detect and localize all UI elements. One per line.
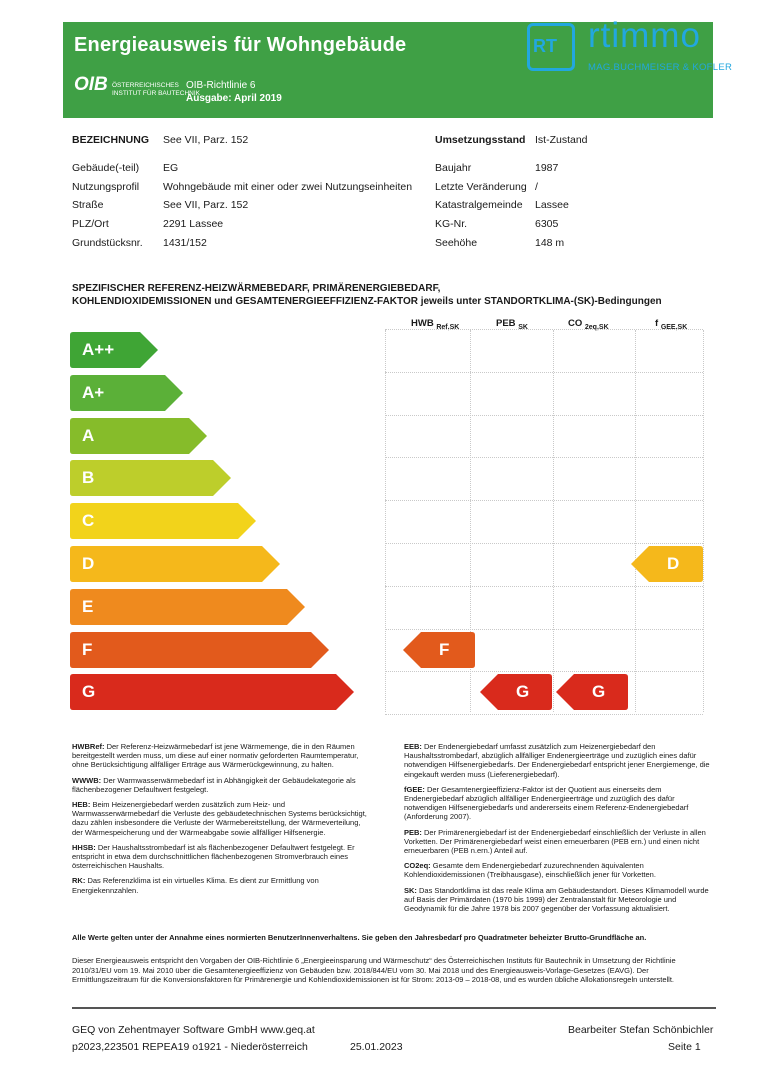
energy-class-arrow-d [70,546,280,582]
info-label: Seehöhe [435,237,478,249]
grid-column-line [635,330,637,712]
info-label: Baujahr [435,162,472,174]
legend-text: Beim Heizenergiebedarf werden zusätzlich zum Heiz- und Warmwasserwärmebedarf die Verluste des gebäudetechnischen Systems berücksichtigt, dazu zählen insbesondere die Verluste der Wärmebereitstellung, der Wärmeverteilung, der Wärmespeicherung und der Wärmeabgabe sowie allfälliger Hilfsenergie. [72,800,367,837]
legend-text: Der Primärenergiebedarf ist der Endenergiebedarf einschließlich der Verluste in allen Vorketten. Der Primärenergiebedarf weist einen erneuerbaren (PEB ern.) und einen nicht erneuerbaren (PEB n.ern.) Anteil auf. [404,827,706,856]
info-label: Gebäude(-teil) [72,162,140,174]
legend-item [404,861,710,879]
footer-divider [72,1007,716,1009]
info-value: See VII, Parz. 152 [163,134,249,146]
energy-class-label: A [82,425,95,445]
grid-column-line [703,330,705,712]
grid-line [385,457,703,459]
info-label: Nutzungsprofil [72,181,140,193]
energy-class-arrow-f [70,632,329,668]
energy-class-label: A+ [82,382,105,402]
grid-column-line [385,330,387,712]
legend-text: Das Referenzklima ist ein virtuelles Klima. Es dient zur Ermittlung von Energiekennzahlen. [72,876,319,895]
legend-item [72,843,370,871]
column-main: CO [568,318,583,329]
energy-class-label: C [82,511,95,531]
info-value: 6305 [535,218,559,230]
brand-subtitle: MAG.BUCHMEISER & KOFLER [588,62,733,73]
info-value: Wohngebäude mit einer oder zwei Nutzungseinheiten [163,181,413,193]
legend-text: Das Standortklima ist das reale Klima am Gebäudestandort. Dieses Klimamodell wurde auf Basis der Primärdaten (1970 bis 1999) der Zentralanstalt für Meteorologie und Geodynamik für die Jahre 1978 bis 2007 gegenüber der Vorfassung aktualisiert. [404,885,709,914]
info-value: Ist-Zustand [535,134,588,146]
grid-line [385,372,703,374]
scale-heading [72,283,712,308]
grid-line [385,714,703,716]
column-sub: Ref,SK [436,323,460,331]
legend-item [404,828,710,856]
legend-term: SK: [404,885,417,895]
legend-term: EEB: [404,742,422,751]
info-value: EG [163,162,179,174]
info-value: 2291 Lassee [163,218,224,230]
guideline-edition: Ausgabe: April 2019 [186,93,282,104]
assumption-note: Alle Werte gelten unter der Annahme eines normierten BenutzerInnenverhaltens. Sie geben den Jahresbedarf pro Quadratmeter beheizter Brutto-Grundfläche an. [72,933,647,942]
grid-column-line [553,330,555,712]
grid-line [385,415,703,417]
oib-institute-line1: ÖSTERREICHISCHES [112,82,179,89]
brand-name: rtimmo [588,16,701,55]
info-value: 1431/152 [163,237,207,249]
legend-text: Der Referenz-Heizwärmebedarf ist jene Wärmemenge, die in den Räumen bereitgestellt werden muss, um diese auf einer normativ geforderten Raumtemperatur, ohne Berücksichtigung allfälliger Erträge aus Wärmerückgewinnung, zu halten. [72,742,359,770]
grid-line [385,543,703,545]
energy-class-arrow-c [70,503,256,539]
info-value: 148 m [535,237,565,249]
energy-class-label: D [82,554,95,573]
footer-editor: Bearbeiter Stefan Schönbichler [568,1024,714,1036]
energy-class-label: A++ [82,340,115,359]
legend-term: HEB: [72,800,91,810]
legend-term: fGEE: [404,784,425,794]
grid-line [385,329,703,331]
legend-item [404,742,710,779]
legend-left [72,742,370,895]
energy-class-label: G [82,682,96,702]
footer-code: p2023,223501 REPEA19 o1921 - Niederösterreich [72,1041,308,1053]
rating-marker-label-peb: G [516,682,530,702]
info-value: 1987 [535,162,559,174]
oib-logo: OIB [74,74,108,95]
energy-class-arrow-e [70,589,305,625]
legend-text: Der Gesamtenergieeffizienz-Faktor ist der Quotient aus einerseits dem Endenergiebedarf abzüglich allfälliger Endenergieerträge und zuzüglich des dafür notwendigen Hilfsenergiebedarfs und andererseits einem Referenz-Endenergiebedarf (Anforderung 2007). [404,784,689,822]
legend-text: Der Endenergiebedarf umfasst zusätzlich zum Heizenergiebedarf den Haushaltsstrombedarf, abzüglich allfälliger Endenergieerträge und zuzüglich eines dafür notwendigen Hilfsenergiebedarfs. Der Endenergiebedarf entspricht jener Energiemenge, die eingekauft werden muss (Lieferenergiebedarf). [404,742,710,779]
rating-marker-label-hwb: F [439,639,450,659]
legend-item [72,876,370,894]
column-sub: GEE,SK [660,323,688,331]
footer-software: GEQ von Zehentmayer Software GmbH www.geq.at [72,1024,315,1036]
column-sub: SK [518,323,528,331]
footer-date: 25.01.2023 [350,1041,403,1053]
info-label: Umsetzungsstand [435,134,526,146]
energy-class-label: F [82,639,93,659]
legend-text: Der Warmwasserwärmebedarf ist in Abhängigkeit der Gebäudekategorie als flächenbezogener Defaultwert festgelegt. [72,775,356,794]
column-main: HWB [411,318,434,329]
column-sub: 2eq,SK [584,323,609,331]
legend-item [404,785,710,822]
energy-class-arrow-g [70,674,354,710]
legend-item [72,742,370,770]
energy-class-label: E [82,596,94,616]
info-value: Lassee [535,199,569,211]
legend-item [72,800,370,837]
document-title: Energieausweis für Wohngebäude [74,34,407,56]
guideline-name: OIB-Richtlinie 6 [186,80,256,91]
legend-term: WWWB: [72,775,102,785]
legend-term: RK: [72,876,86,886]
info-label: Grundstücksnr. [72,237,143,249]
grid-line [385,629,703,631]
legend-term: CO2eq: [404,861,431,871]
rating-marker-label-fgee: D [667,554,680,573]
grid-line [385,500,703,502]
legend-term: PEB: [404,827,422,837]
footer-page: Seite 1 [668,1041,701,1053]
legend-text: Gesamte dem Endenergiebedarf zuzurechnenden äquivalenten Kohlendioxidemissionen (Treibhausgase), einschließlich jener für Vorketten. [404,861,656,880]
scale-heading-line2: KOHLENDIOXIDEMISSIONEN und GESAMTENERGIEEFFIZIENZ-FAKTOR jeweils unter STANDORTKLIMA-(SK)-Bedingungen [72,295,662,307]
oib-institute-line2: INSTITUT FÜR BAUTECHNIK [112,90,200,97]
legend-term: HWBRef: [72,742,105,751]
legend-item [72,776,370,794]
legal-text: Dieser Energieausweis entspricht den Vorgaben der OIB-Richtlinie 6 „Energieeinsparung und Wärmeschutz“ des Österreichischen Instituts für Bautechnik in Umsetzung der Richtlinie 2010/31/EU vom 19. Mai 2010 über die Gesamtenergieeffizienz von Gebäuden bzw. 2018/844/EU vom 30. Mai 2018 und des Energieausweis-Vorlage-Gesetzes (EAVG). Der Ermittlungszeitraum für die Konversionsfaktoren für Primärenergie und Kohlendioxidemissionen ist für Strom: 2013-09 – 2018-08, und es wurden übliche Allokationsregeln unterstellt. [72,956,676,984]
info-label: BEZEICHNUNG [72,134,150,146]
guideline-info [186,79,282,105]
rating-marker-label-co2: G [592,682,606,702]
info-value: / [535,181,538,193]
scale-heading-line1: SPEZIFISCHER REFERENZ-HEIZWÄRMEBEDARF, PRIMÄRENERGIEBEDARF, [72,283,441,294]
info-label: KG-Nr. [435,218,468,230]
grid-line [385,671,703,673]
info-label: Straße [72,199,104,211]
info-label: Katastralgemeinde [435,199,523,211]
info-label: PLZ/Ort [72,218,109,230]
legend-item [404,886,710,914]
legend-term: HHSB: [72,842,96,852]
grid-line [385,586,703,588]
column-main: PEB [496,318,516,329]
legend-right [404,742,710,913]
info-value: See VII, Parz. 152 [163,199,249,211]
brand-mark: RT [533,36,557,56]
energy-class-label: B [82,468,95,488]
column-main: f [655,318,659,329]
legend-text: Der Haushaltsstrombedarf ist als flächenbezogener Defaultwert festgelegt. Er entspricht in etwa dem durchschnittlichen flächenbezogenen Stromverbrauch eines österreichischen Haushalts. [72,842,355,871]
info-label: Letzte Veränderung [435,181,527,193]
